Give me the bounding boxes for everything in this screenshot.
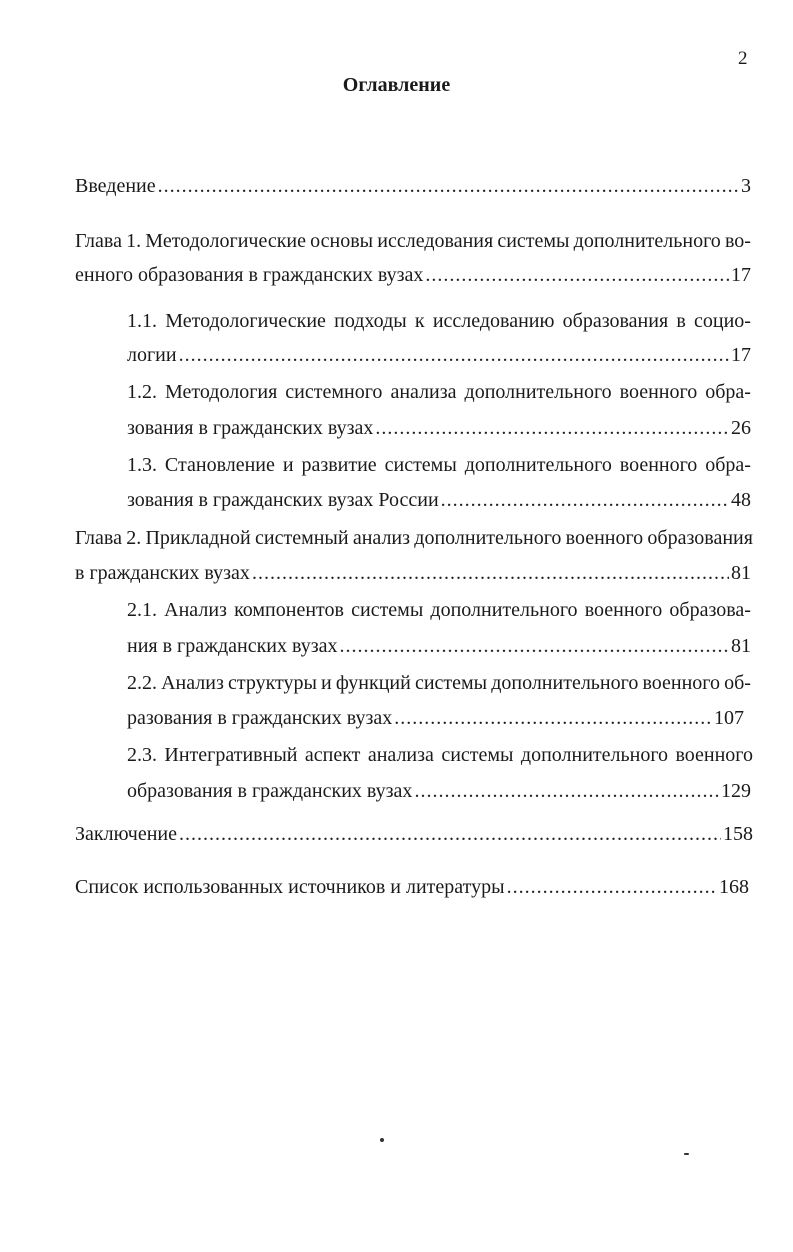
section-number: 1.3. [127, 454, 157, 476]
toc-entry-ch1-line1[interactable] [75, 229, 751, 253]
toc-entry-s21-line1[interactable] [127, 598, 751, 622]
toc-entry-s23-line1[interactable] [127, 743, 753, 767]
word: Анализ [161, 672, 224, 694]
word: в [676, 310, 686, 332]
toc-entry-label: ния в гражданских вузах [127, 635, 338, 657]
toc-entry-page: 48 [731, 489, 751, 511]
dot-leader [179, 343, 729, 367]
dot-leader [340, 634, 729, 658]
dot-leader [441, 488, 729, 512]
word: анализа [390, 381, 457, 403]
word: Методологические [145, 230, 306, 252]
toc-entry-page: 81 [731, 562, 751, 584]
section-number: 1.1. [127, 310, 157, 332]
word: функций [335, 672, 411, 694]
word: военного [675, 744, 753, 766]
toc-entry-s23-line2[interactable] [127, 779, 751, 803]
word: дополнительного [464, 454, 612, 476]
toc-entry-s11-line1[interactable] [127, 309, 751, 333]
word: социо- [694, 310, 751, 332]
toc-entry-ch2-line1[interactable] [75, 526, 753, 550]
word: Прикладной [145, 527, 251, 549]
word: основы [310, 230, 374, 252]
toc-entry-page: 129 [721, 780, 751, 802]
scan-speck [380, 1138, 384, 1142]
toc-entry-page: 26 [731, 417, 751, 439]
section-number: 2.2. [127, 672, 157, 694]
toc-title: Оглавление [342, 74, 451, 96]
word: системы [351, 599, 424, 621]
word: образования [647, 527, 753, 549]
word: дополнительного [491, 672, 639, 694]
word: военного [565, 527, 644, 549]
toc-entry-s21-line2[interactable] [127, 634, 751, 658]
toc-entry-label: енного образования в гражданских вузах [75, 264, 424, 286]
toc-entry-page: 17 [731, 344, 751, 366]
toc-entry-label: зования в гражданских вузах России [127, 489, 439, 511]
toc-entry-label: Введение [75, 175, 156, 197]
dot-leader [507, 875, 717, 899]
word: аспект [304, 744, 361, 766]
toc-entry-page: 17 [731, 264, 751, 286]
dot-leader [394, 706, 712, 730]
word: военного [642, 672, 720, 694]
toc-entry-page: 3 [741, 175, 751, 197]
word: исследованию [432, 310, 555, 332]
word: Глава [75, 230, 122, 252]
word: Методология [165, 381, 278, 403]
word: и [282, 454, 294, 476]
word: системы [497, 230, 570, 252]
toc-entry-label: логии [127, 344, 177, 366]
toc-entry-label: образования в гражданских вузах [127, 780, 413, 802]
word: Методологические [165, 310, 326, 332]
dot-leader [252, 561, 729, 585]
toc-entry-ch1-line2[interactable] [75, 263, 751, 287]
word: Анализ [164, 599, 227, 621]
toc-entry-s22-line1[interactable] [127, 671, 751, 695]
word: обра- [705, 454, 751, 476]
word: системный [255, 527, 349, 549]
dot-leader [414, 779, 719, 803]
word: во- [724, 230, 751, 252]
toc-entry-label: в гражданских вузах [75, 562, 250, 584]
word: 2. [126, 527, 142, 549]
word: системы [441, 744, 514, 766]
word: подходы [334, 310, 407, 332]
word: структуры [227, 672, 317, 694]
word: дополнительного [520, 744, 669, 766]
word: к [414, 310, 425, 332]
word: системы [384, 454, 457, 476]
toc-entry-conclusion[interactable] [75, 822, 753, 846]
word: 1. [126, 230, 142, 252]
word: развитие [301, 454, 377, 476]
toc-entry-sources[interactable] [75, 875, 749, 899]
word: анализа [367, 744, 434, 766]
toc-entry-s12-line2[interactable] [127, 416, 751, 440]
toc-entry-intro[interactable] [75, 174, 751, 198]
dot-leader [179, 822, 721, 846]
dot-leader [425, 263, 729, 287]
word: образования [562, 310, 669, 332]
toc-entry-page: 107 [714, 707, 744, 729]
word: системного [285, 381, 383, 403]
word: исследования [377, 230, 494, 252]
word: дополнительного [464, 381, 612, 403]
word: и [321, 672, 332, 694]
section-number: 2.3. [127, 744, 157, 766]
toc-entry-page: 168 [719, 876, 749, 898]
toc-entry-s22-line2[interactable] [127, 706, 744, 730]
section-number: 1.2. [127, 381, 157, 403]
word: военного [619, 381, 698, 403]
toc-entry-label: Список использованных источников и литературы [75, 876, 505, 898]
word: обра- [705, 381, 751, 403]
word: Становление [164, 454, 275, 476]
scan-speck [684, 1153, 689, 1155]
word: дополнительного [573, 230, 721, 252]
word: компонентов [234, 599, 344, 621]
page-number: 2 [738, 48, 748, 69]
toc-entry-label: разования в гражданских вузах [127, 707, 393, 729]
word: образова- [669, 599, 751, 621]
toc-entry-label: Заключение [75, 823, 177, 845]
word: анализ [352, 527, 411, 549]
word: дополнительного [430, 599, 578, 621]
word: военного [619, 454, 698, 476]
toc-entry-page: 81 [731, 635, 751, 657]
dot-leader [158, 174, 739, 198]
toc-entry-s13-line2[interactable] [127, 488, 751, 512]
word: Глава [75, 527, 122, 549]
word: Интегративный [164, 744, 298, 766]
word: военного [584, 599, 663, 621]
toc-entry-page: 158 [723, 823, 753, 845]
word: системы [414, 672, 488, 694]
toc-entry-ch2-line2[interactable] [75, 561, 751, 585]
toc-entry-s13-line1[interactable] [127, 453, 751, 477]
word: об- [724, 672, 751, 694]
toc-entry-s12-line1[interactable] [127, 380, 751, 404]
section-number: 2.1. [127, 599, 157, 621]
word: дополнительного [414, 527, 562, 549]
dot-leader [375, 416, 729, 440]
toc-entry-s11-line2[interactable] [127, 343, 751, 367]
toc-entry-label: зования в гражданских вузах [127, 417, 374, 439]
